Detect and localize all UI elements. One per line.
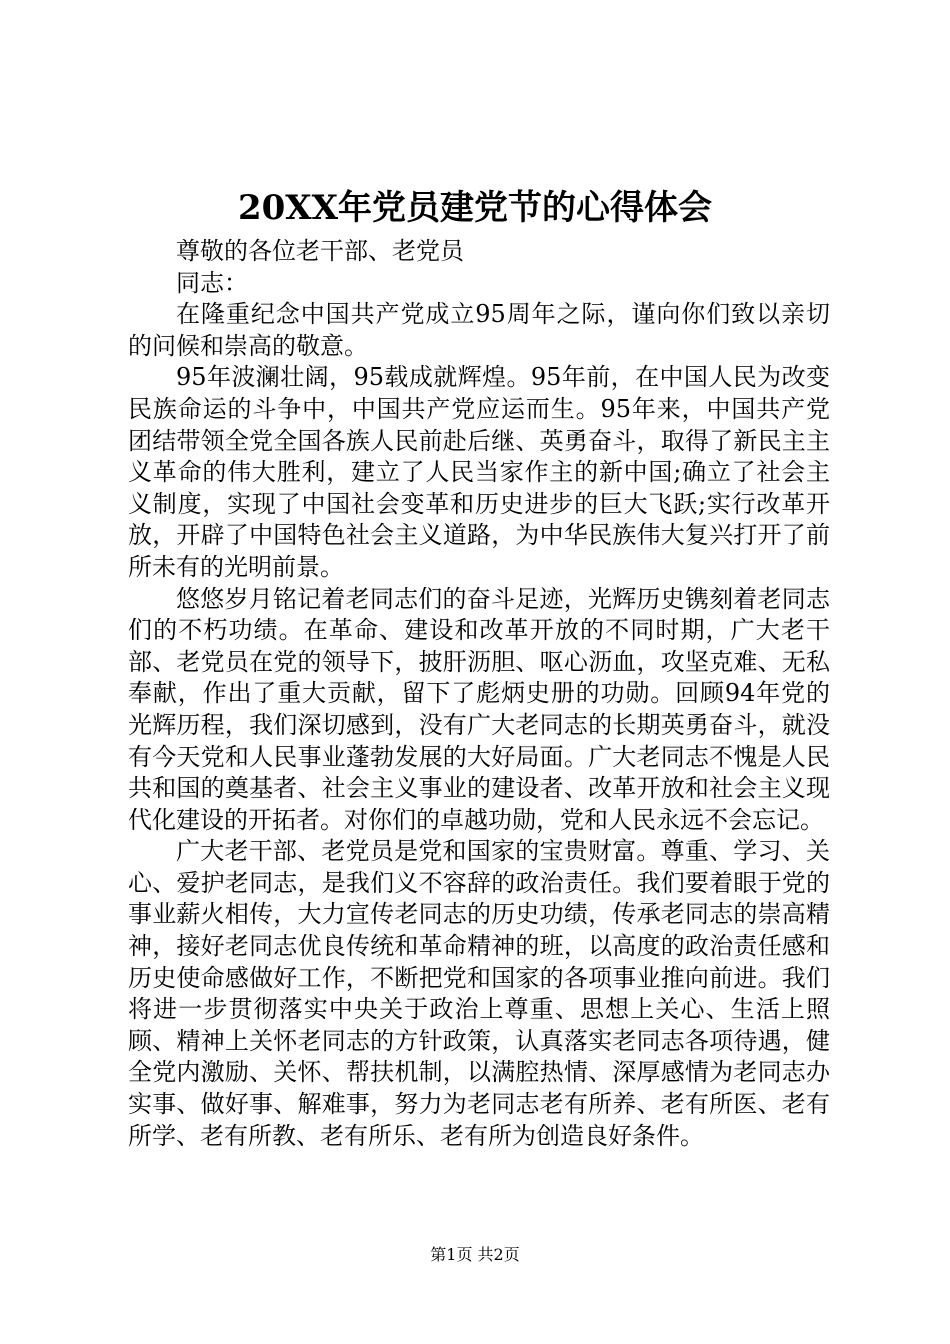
body-paragraph: 95年波澜壮阔，95载成就辉煌。95年前，在中国人民为改变民族命运的斗争中，中国共产党应运而生。95年来，中国共产党团结带领全党全国各族人民前赴后继、英勇奋斗，取得了新民主主义革命的伟大胜利，建立了人民当家作主的新中国;确立了社会主义制度，实现了中国社会变革和历史进步的巨大飞跃;实行改革开放，开辟了中国特色社会主义道路，为中华民族伟大复兴打开了前所未有的光明前景。: [128, 363, 830, 581]
document-title: 20XX年党员建党节的心得体会: [237, 188, 713, 228]
body-paragraph: 广大老干部、老党员是党和国家的宝贵财富。尊重、学习、关心、爱护老同志，是我们义不容辞的政治责任。我们要着眼于党的事业薪火相传，大力宣传老同志的历史功绩，传承老同志的崇高精神，接好老同志优良传统和革命精神的班，以高度的政治责任感和历史使命感做好工作，不断把党和国家的各项事业推向前进。我们将进一步贯彻落实中央关于政治上尊重、思想上关心、生活上照顾、精神上关怀老同志的方针政策，认真落实老同志各项待遇，健全党内激励、关怀、帮扶机制，以满腔热情、深厚感情为老同志办实事、做好事、解难事，努力为老同志老有所养、老有所医、老有所学、老有所教、老有所乐、老有所为创造良好条件。: [128, 837, 830, 1150]
salutation-line-1: 尊敬的各位老干部、老党员: [176, 237, 464, 265]
body-paragraph: 在隆重纪念中国共产党成立95周年之际，谨向你们致以亲切的问候和崇高的敬意。: [128, 300, 830, 360]
salutation-line-2: 同志：: [176, 268, 248, 297]
body-paragraph: 悠悠岁月铭记着老同志们的奋斗足迹，光辉历史镌刻着老同志们的不朽功绩。在革命、建设和改革开放的不同时期，广大老干部、老党员在党的领导下，披肝沥胆、呕心沥血，攻坚克难、无私奉献，作出了重大贡献，留下了彪炳史册的功勋。回顾94年党的光辉历程，我们深切感到，没有广大老同志的长期英勇奋斗，就没有今天党和人民事业蓬勃发展的大好局面。广大老同志不愧是人民共和国的奠基者、社会主义事业的建设者、改革开放和社会主义现代化建设的开拓者。对你们的卓越功勋，党和人民永远不会忘记。: [128, 584, 830, 834]
page-number-footer: 第1页 共2页: [430, 1245, 520, 1264]
document-body: [128, 236, 830, 1152]
